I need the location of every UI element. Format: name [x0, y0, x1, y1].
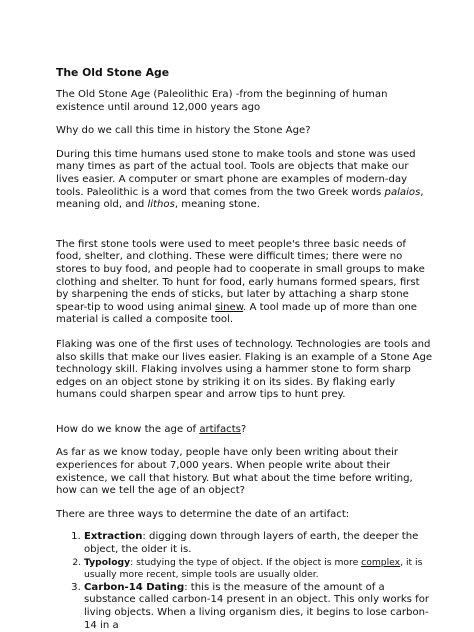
- carbon14-text: : this is the measure of the amount of a substance called carbon-14 present in an object. This only works for living objects. When a living organism dies, it begins to lose carbon-14 in a: [84, 581, 430, 631]
- question-artifacts: [56, 424, 434, 437]
- intro-paragraph: The Old Stone Age (Paleolithic Era) -from the beginning of human existence until around 12,000 years ago: [56, 89, 388, 113]
- term-typology: Typology: [84, 556, 131, 568]
- para1-text-a: During this time humans used stone to make tools and stone was used many times as part of the actual tool. Tools are objects that make our lives easier. A computer or smart phone are examples of modern-day tools. Paleolithic is a word that comes from the two Greek words: [56, 148, 416, 198]
- list-item-extraction: [84, 531, 434, 556]
- list-intro: There are three ways to determine the date of an artifact:: [56, 508, 350, 520]
- para2-text-a: The first stone tools were used to meet people's three basic needs of food, shelter, and clothing. These were difficult times; there were no stores to buy food, and people had to cooperate in small groups to make clothing and shelter. To hunt for food, early humans formed spears, first by sharpening the ends of sticks, but later by attaching a sharp stone spear-tip to wood using animal: [56, 238, 425, 313]
- para1-text-b: , meaning old, and: [56, 186, 424, 211]
- question2-text-a: How do we know the age of: [56, 423, 200, 435]
- term-extraction: Extraction: [84, 531, 143, 543]
- para2-text-b: . A tool made up of more than one material is called a composite tool.: [56, 301, 417, 326]
- paragraph-basic-needs: [56, 239, 434, 327]
- paragraph-history: As far as we know today, people have only been writing about their experiences for about 7,000 years. When people write about their existence, we call that history. But what about the time before writing, how can we tell the age of an object?: [56, 447, 413, 497]
- link-sinew[interactable]: sinew: [215, 301, 244, 313]
- dating-methods-list: [56, 531, 434, 632]
- list-item-carbon14: [84, 582, 434, 632]
- typology-text-a: : studying the type of object. If the object is more: [130, 556, 362, 568]
- link-complex[interactable]: complex: [361, 556, 401, 568]
- para1-text-c: , meaning stone.: [174, 199, 260, 211]
- extraction-text: : digging down through layers of earth, the deeper the object, the older it is.: [84, 531, 419, 556]
- term-carbon14: Carbon-14 Dating: [84, 581, 185, 593]
- typology-text-b: , it is usually more recent, simple tools are usually older.: [84, 556, 423, 581]
- link-artifacts[interactable]: artifacts: [199, 423, 241, 435]
- paragraph-flaking: Flaking was one of the first uses of technology. Technologies are tools and also skills that make our lives easier. Flaking is an example of a Stone Age technology skill. Flaking involves using a hammer stone to form sharp edges on an object stone by striking it on its sides. By flaking early humans could sharpen spear and arrow tips to hunt prey.: [56, 338, 433, 401]
- word-lithos: lithos: [147, 199, 175, 211]
- question2-text-b: ?: [240, 423, 247, 435]
- document-title: The Old Stone Age: [56, 66, 170, 79]
- list-item-typology: [84, 557, 434, 582]
- word-palaios: palaios: [384, 186, 421, 198]
- paragraph-stone-tools: [56, 149, 434, 212]
- question-stone-age: Why do we call this time in history the Stone Age?: [56, 125, 311, 137]
